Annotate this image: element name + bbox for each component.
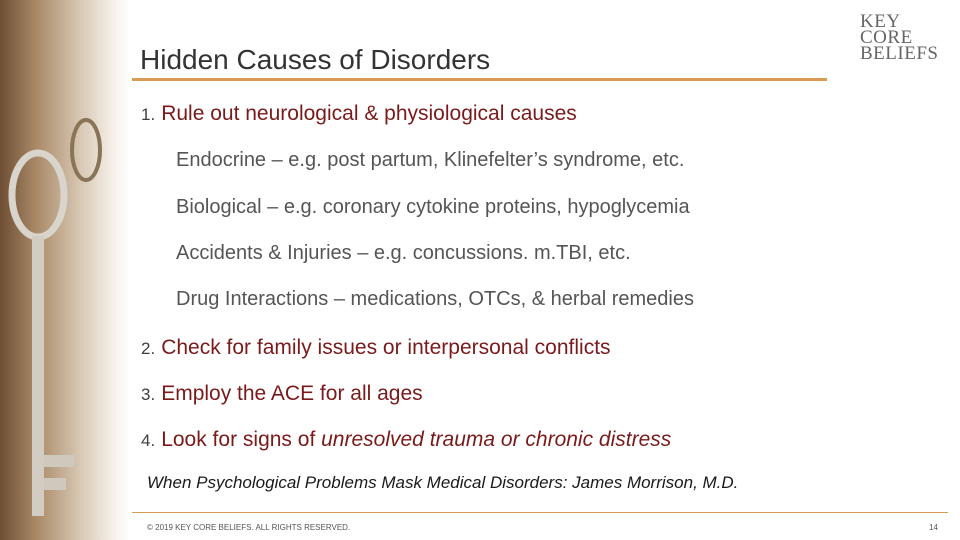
title-underline (132, 78, 827, 81)
citation: When Psychological Problems Mask Medical Disorders: James Morrison, M.D. (147, 473, 739, 492)
list-item-2 (141, 336, 611, 360)
item-text: Check for family issues or interpersonal conflicts (161, 336, 611, 359)
list-item-1 (141, 102, 577, 126)
logo-line-2: CORE (860, 27, 913, 48)
item-text: Employ the ACE for all ages (161, 382, 423, 405)
copyright-notice: © 2019 KEY CORE BELIEFS. ALL RIGHTS RESERVED. (147, 523, 351, 532)
slide-title: Hidden Causes of Disorders (140, 44, 491, 75)
item-number: 1. (141, 105, 156, 124)
key-core-beliefs-logo (860, 11, 940, 64)
item-text: Look for signs of (161, 428, 316, 451)
page-number: 14 (929, 523, 938, 532)
decorative-key-image (0, 0, 130, 540)
subitem-biological: Biological – e.g. coronary cytokine proteins, hypoglycemia (176, 196, 690, 218)
logo-line-3: BELIEFS (860, 43, 939, 64)
footer-rule (132, 512, 948, 513)
item-text: Rule out neurological & physiological causes (161, 102, 577, 125)
logo-line-1: KEY (860, 11, 901, 32)
item-text-emphasis: unresolved trauma or chronic distress (321, 428, 672, 451)
list-item-3 (141, 382, 423, 406)
item-number: 4. (141, 431, 156, 450)
item-number: 2. (141, 339, 156, 358)
list-item-4 (141, 428, 671, 452)
subitem-endocrine: Endocrine – e.g. post partum, Klinefelter’s syndrome, etc. (176, 149, 685, 171)
item-number: 3. (141, 385, 156, 404)
subitem-drug-interactions: Drug Interactions – medications, OTCs, & herbal remedies (176, 288, 694, 310)
subitem-accidents: Accidents & Injuries – e.g. concussions. m.TBI, etc. (176, 242, 631, 264)
